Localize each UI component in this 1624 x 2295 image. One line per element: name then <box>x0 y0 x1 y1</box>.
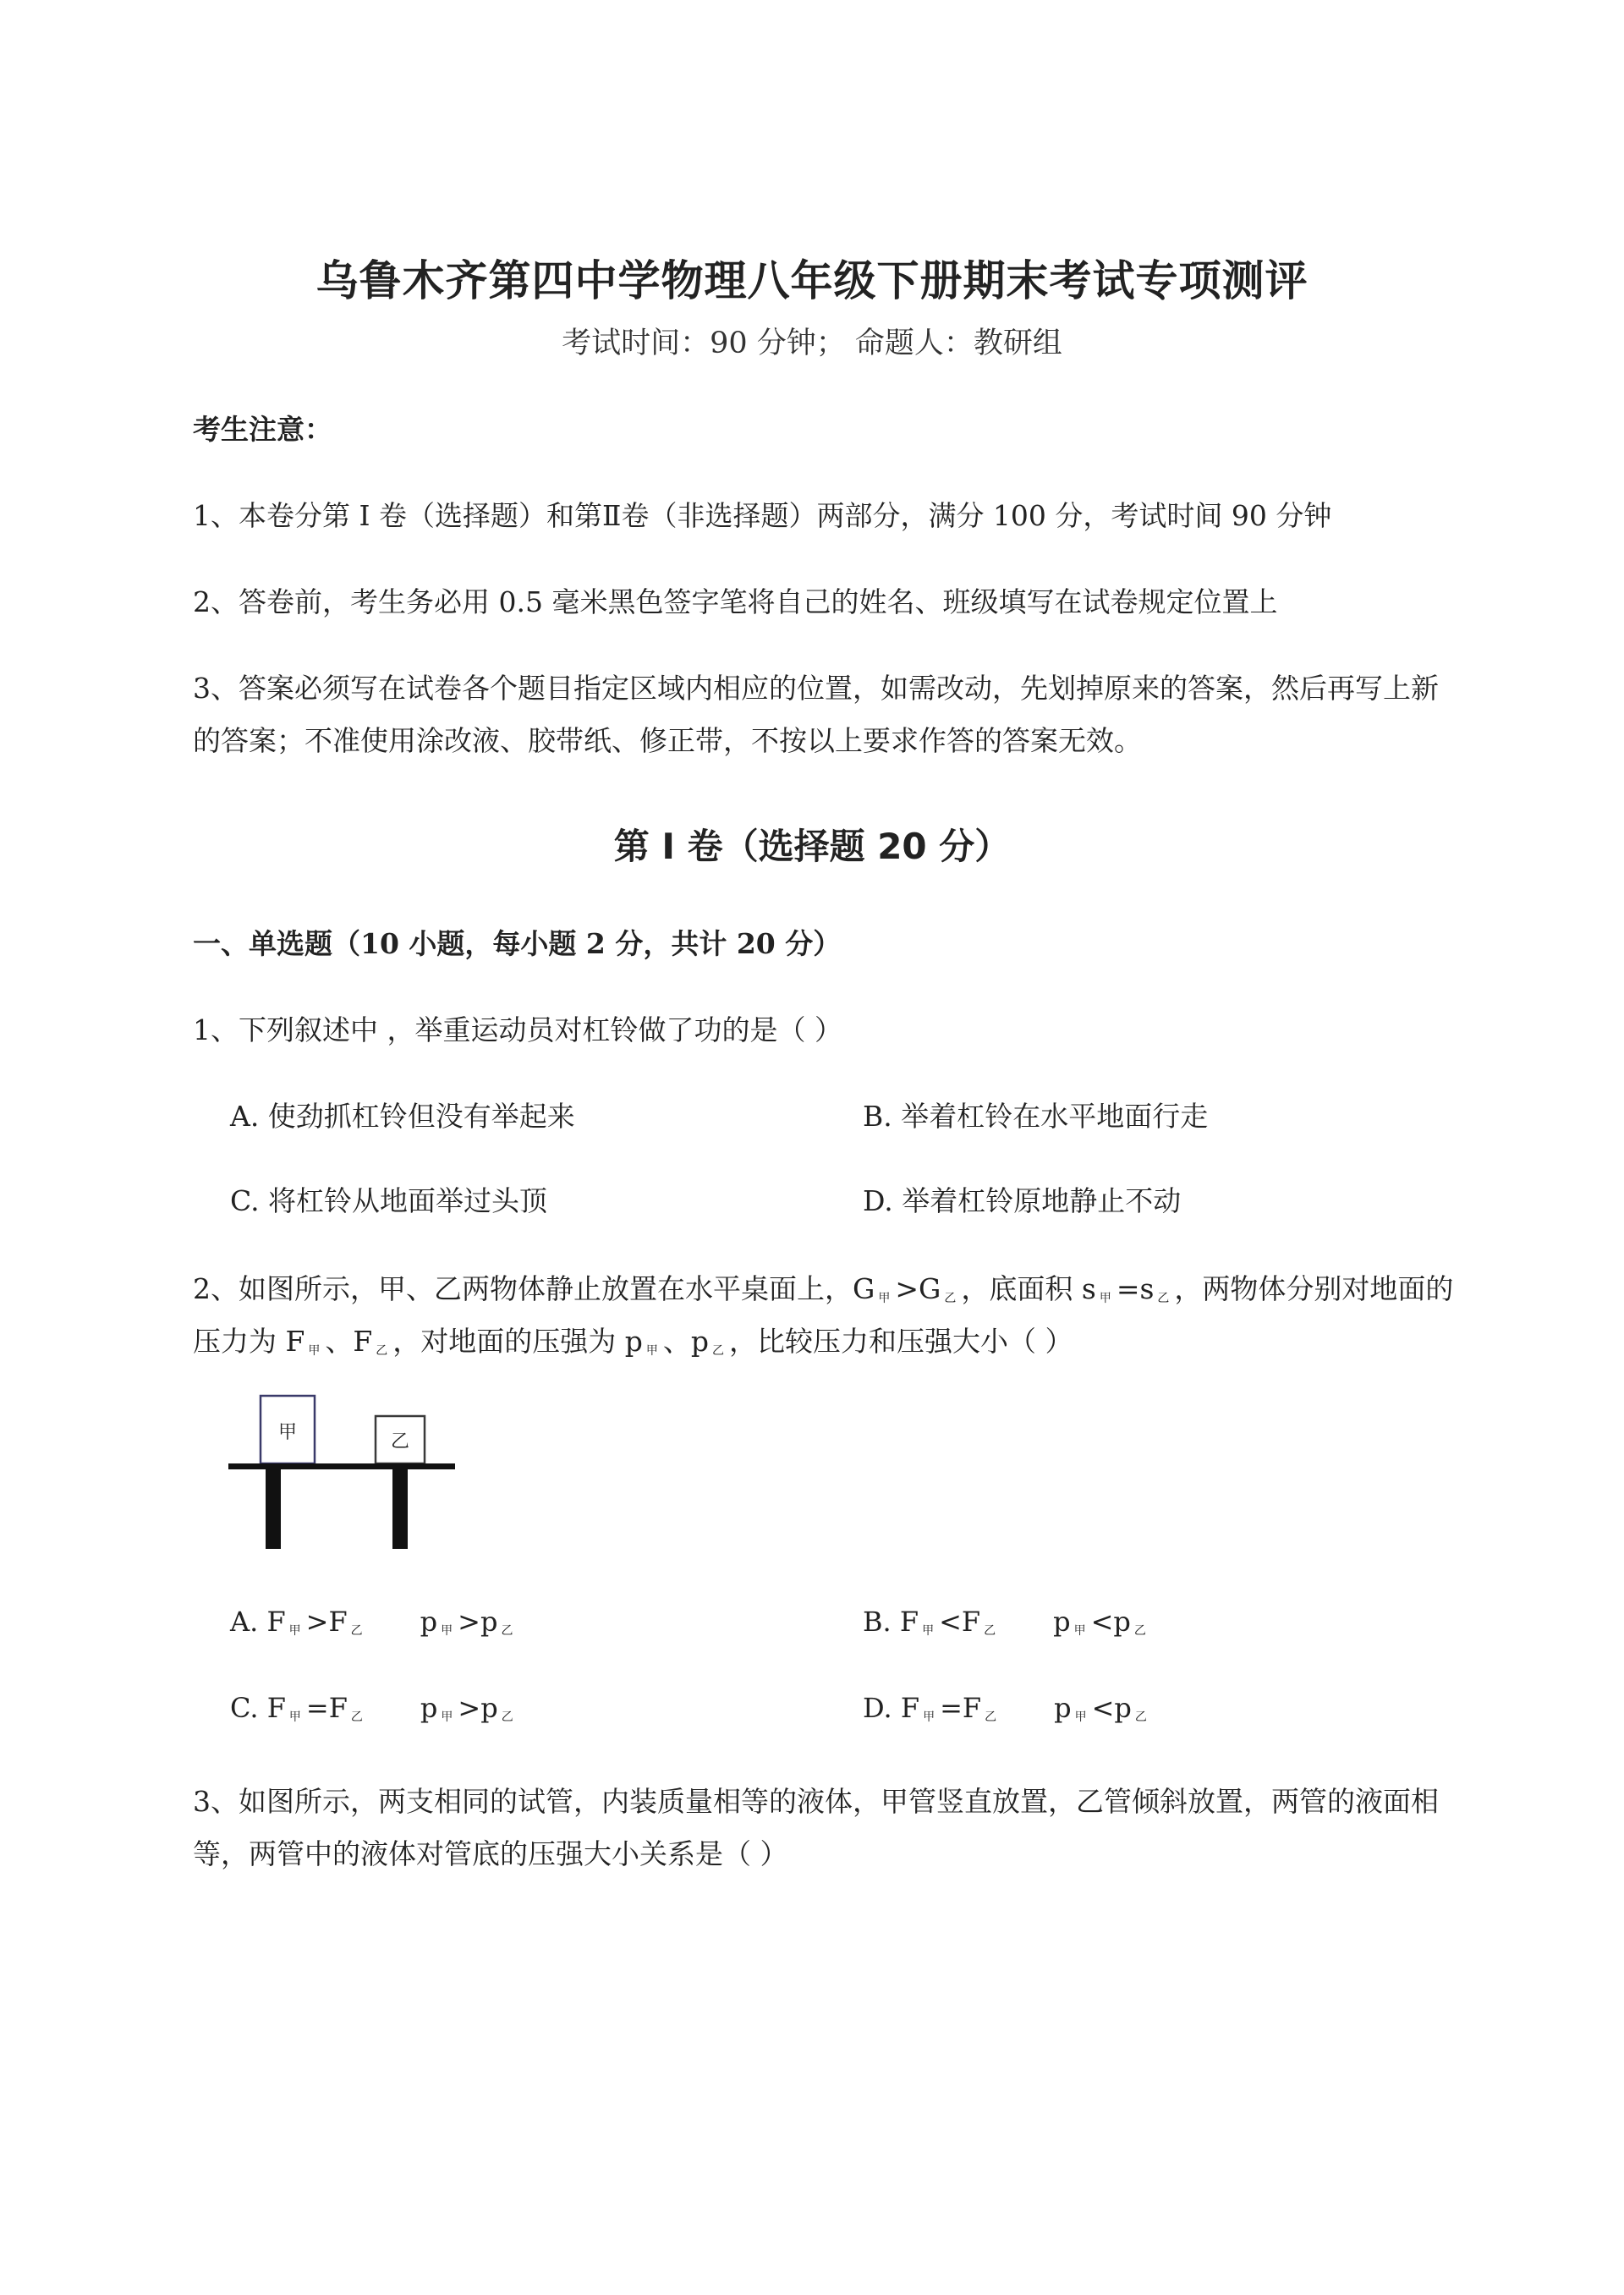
q1-option-c[interactable]: C. 将杠铃从地面举过头顶 <box>230 1184 548 1217</box>
q2-option-d[interactable]: D. F $_甲$ =F $_乙$ p $_甲$ <p $_乙$ <box>863 1692 1147 1724</box>
page-title: 乌鲁木齐第四中学物理八年级下册期末考试专项测评 <box>315 256 1309 305</box>
q2-figure <box>227 1394 464 1563</box>
table-leg-right <box>392 1469 408 1549</box>
block-jia-label: 甲 <box>277 1422 298 1443</box>
q3-stem-line2: 等，两管中的液体对管底的压强大小关系是（ ） <box>193 1837 788 1870</box>
notice-heading: 考生注意： <box>193 413 332 446</box>
table-leg-left <box>266 1469 281 1549</box>
q2-option-c[interactable]: C. F $_甲$ =F $_乙$ p $_甲$ >p $_乙$ <box>230 1692 513 1724</box>
q1-option-b[interactable]: B. 举着杠铃在水平地面行走 <box>863 1100 1209 1133</box>
q3-stem-line1: 3、如图所示，两支相同的试管，内装质量相等的液体，甲管竖直放置，乙管倾斜放置，两管的液面相 <box>193 1785 1439 1818</box>
q1-option-d[interactable]: D. 举着杠铃原地静止不动 <box>863 1184 1182 1217</box>
part-heading: 一、单选题（10 小题，每小题 2 分，共计 20 分） <box>193 927 842 960</box>
q2-option-b[interactable]: B. F $_甲$ <F $_乙$ p $_甲$ <p $_乙$ <box>863 1606 1146 1638</box>
exam-info: 考试时间：90 分钟； 命题人：教研组 <box>562 327 1062 360</box>
notice-item-3-cont: 的答案；不准使用涂改液、胶带纸、修正带，不按以上要求作答的答案无效。 <box>193 724 1142 757</box>
q2-option-a[interactable]: A. F $_甲$ >F $_乙$ p $_甲$ >p $_乙$ <box>230 1606 513 1638</box>
table-top <box>228 1463 455 1469</box>
notice-item-3: 3、答案必须写在试卷各个题目指定区域内相应的位置，如需改动，先划掉原来的答案，然后再写上新 <box>193 672 1439 705</box>
notice-item-1: 1、本卷分第 I 卷（选择题）和第Ⅱ卷（非选择题）两部分，满分 100 分，考试时间 90 分钟 <box>193 499 1332 532</box>
q2-stem-line2: 压力为 F $_甲$ 、F $_乙$ ，对地面的压强为 p $_甲$ 、p $_乙$ ，比较压力和压强大小（ ） <box>193 1325 1073 1358</box>
section-title: 第 I 卷（选择题 20 分） <box>613 826 1011 867</box>
q1-stem: 1、下列叙述中 ，举重运动员对杠铃做了功的是（ ） <box>193 1013 842 1046</box>
q1-option-a[interactable]: A. 使劲抓杠铃但没有举起来 <box>230 1100 575 1133</box>
notice-item-2: 2、答卷前，考生务必用 0.5 毫米黑色签字笔将自己的姓名、班级填写在试卷规定位置上 <box>193 585 1278 618</box>
q2-stem-line1: 2、如图所示，甲、乙两物体静止放置在水平桌面上，G $_甲$ >G $_乙$ ，底面积 s $_甲$ =s $_乙$ ，两物体分别对地面的 <box>193 1272 1454 1305</box>
block-yi-label: 乙 <box>390 1431 410 1452</box>
